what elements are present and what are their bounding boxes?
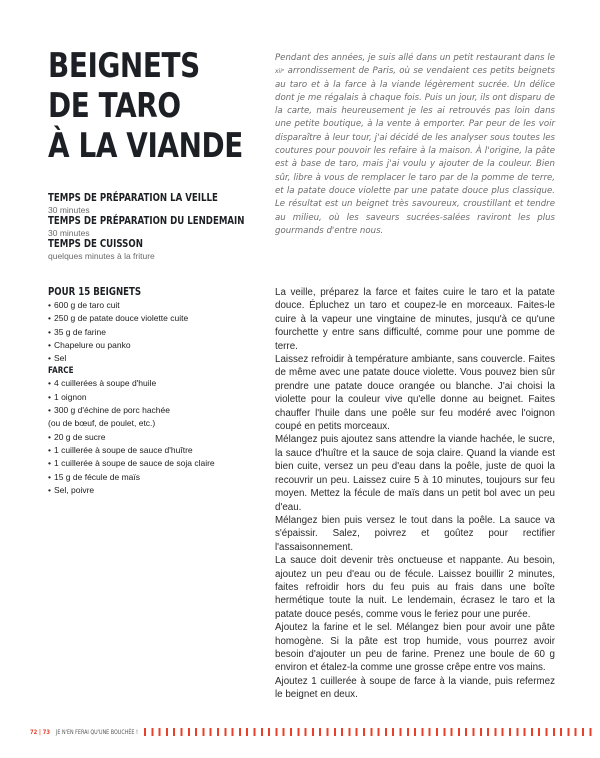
ingredient-item: • Sel: [48, 353, 67, 364]
bullet-icon: •: [48, 313, 51, 324]
page-numbers: 72 | 73: [30, 728, 50, 736]
bullet-icon: •: [48, 339, 51, 350]
page-footer: [30, 726, 595, 738]
bullet-icon: •: [48, 405, 51, 416]
ingredient-item: • 15 g de fécule de maïs: [48, 471, 140, 482]
method-step: La veille, préparez la farce et faites cuire le taro et la patate douce. Épluchez un taro et coupez-le en morceaux. Faites-le cuire à la vapeur une vingtaine de minutes, jusqu'à ce qu'une fourchette y entre sans difficulté, comme pour une pomme de terre.: [275, 287, 555, 352]
dashed-rule-decoration: [144, 728, 595, 736]
bullet-icon: •: [48, 300, 51, 310]
timings-block: [48, 192, 263, 261]
bullet-icon: •: [48, 444, 51, 455]
ingredient-item: • 1 oignon: [48, 391, 87, 402]
main-ingredients-list: [48, 299, 263, 365]
bullet-icon: •: [48, 326, 51, 337]
bullet-icon: •: [48, 353, 51, 364]
method-step: Mélangez puis ajoutez sans attendre la viande hachée, le sucre, la sauce d'huître et la sauce de soja claire. Quand la viande est bien cuite, versez un peu d'eau dans la poêle, juste de quoi la recouvrir un peu. Laissez cuire 5 à 10 minutes, toujours sur feu moyen. Mettez la fécule de maïs dans un petit bol avec un peu d'eau.: [275, 434, 555, 513]
method-step: Mélangez bien puis versez le tout dans la poêle. La sauce va s'épaissir. Salez, poivrez et goûtez pour rectifier l'assaisonnement.: [275, 514, 555, 553]
bullet-icon: •: [48, 431, 51, 442]
ingredient-item: • 1 cuillerée à soupe de sauce d'huître: [48, 444, 193, 455]
book-title: JE N'EN FERAI QU'UNE BOUCHÉE !: [56, 728, 138, 736]
prep-eve-value: 30 minutes: [48, 205, 90, 215]
method-step: Ajoutez 1 cuillerée à soupe de farce à la viande, puis refermez le beignet en deux.: [275, 675, 555, 701]
prep-next-day-label: TEMPS DE PRÉPARATION DU LENDEMAIN: [48, 215, 245, 227]
cooking-time-label: TEMPS DE CUISSON: [48, 238, 143, 250]
prep-eve-label: TEMPS DE PRÉPARATION LA VEILLE: [48, 192, 218, 204]
ingredient-item: • 250 g de patate douce violette cuite: [48, 313, 189, 324]
cooking-time-value: quelques minutes à la friture: [48, 251, 155, 261]
title-line-3: À LA VIANDE: [48, 126, 243, 166]
method-step: La sauce doit devenir très onctueuse et nappante. Au besoin, ajoutez un peu d'eau ou de fécule. Laissez bouillir 2 minutes, faites refroidir hors du feu puis au frais dans une boîte hermétique toute la nuit. Le lendemain, écrasez le taro et la patate douce pesés, comme vous le feriez pour une purée.: [275, 555, 555, 620]
servings-heading: POUR 15 BEIGNETS: [48, 286, 142, 298]
ingredient-item: • 600 g de taro cuit: [48, 300, 120, 310]
ingredient-item: • Chapelure ou panko: [48, 339, 131, 350]
farce-heading: FARCE: [48, 366, 74, 377]
method-text: [275, 286, 555, 702]
ingredient-item: • 300 g d'échine de porc hachée: [48, 405, 170, 416]
intro-paragraph: Pendant des années, je suis allé dans un petit restaurant dans le xiiᵉ arrondissement de Paris, où se vendaient ces petits beignets au taro et à la farce à la viande légèrement sucrée. Un délice dont je me régalais à chaque fois. Puis un jour, ils ont disparu de la carte, mais heureusement je les ai retrouvés pas loin dans une petite boutique, à la vente à emporter. Par peur de les voir disparaître à leur tour, j'ai décidé de les analyser sous toutes les coutures pour pouvoir les refaire à la maison. À l'origine, la pâte est à base de taro, mais j'ai voulu y ajouter de la couleur. Bien sûr, libre à vous de remplacer le taro par de la pomme de terre, et la patate douce violette par une patate douce plus classique. Le résultat est un beignet très savoureux, croustillant et tendre au milieu, où les saveurs sucrées-salées raviront les plus gourmands d'entre nous.: [275, 53, 555, 236]
title-line-1: BEIGNETS: [48, 46, 200, 86]
ingredient-item: • 4 cuillerées à soupe d'huile: [48, 378, 157, 389]
ingredient-item: • 35 g de farine: [48, 326, 106, 337]
ingredient-item: • 1 cuillerée à soupe de sauce de soja claire: [48, 458, 215, 469]
recipe-title: [48, 46, 243, 166]
bullet-icon: •: [48, 458, 51, 469]
ingredient-note: (ou de bœuf, de poulet, etc.): [48, 418, 156, 429]
arrondissement-number: xiiᵉ: [275, 68, 285, 76]
prep-next-day-value: 30 minutes: [48, 228, 90, 238]
ingredient-item: • Sel, poivre: [48, 484, 95, 495]
method-step: Laissez refroidir à température ambiante, sans couvercle. Faites de même avec une patate douce violette. Vous pouvez bien sûr prendre une patate douce orangée ou blanche. J'ai choisi la violette pour la couleur vive qu'elle donne au beignet. Faites chauffer l'huile dans une poêle sur feu modéré avec l'oignon coupé en petits morceaux.: [275, 354, 555, 433]
method-step: Ajoutez la farine et le sel. Mélangez bien pour avoir une pâte homogène. Si la pâte est trop humide, vous pourrez avoir besoin d'ajouter un peu de farine. Prenez une boule de 60 g environ et étalez-la comme une grosse crêpe entre vos mains.: [275, 622, 555, 674]
ingredients-block: [48, 286, 263, 497]
ingredient-item: • 20 g de sucre: [48, 431, 106, 442]
title-line-2: DE TARO: [48, 86, 181, 126]
bullet-icon: •: [48, 378, 51, 389]
farce-ingredients-list: [48, 377, 263, 497]
bullet-icon: •: [48, 484, 51, 495]
bullet-icon: •: [48, 471, 51, 482]
bullet-icon: •: [48, 391, 51, 402]
